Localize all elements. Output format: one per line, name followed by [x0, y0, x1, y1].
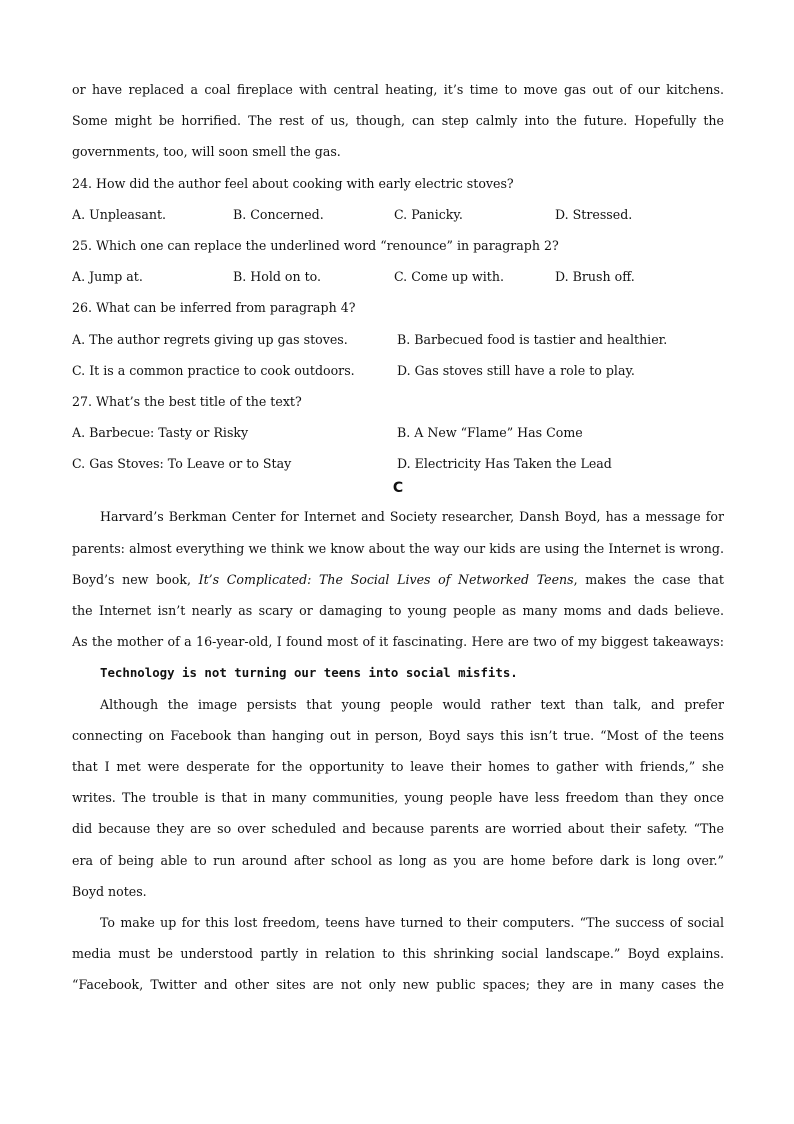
option-d: D. Electricity Has Taken the Lead	[397, 456, 612, 472]
option-d: D. Brush off.	[555, 269, 635, 285]
option-b: B. Hold on to.	[233, 269, 322, 285]
option-c: C. It is a common practice to cook outdoors.	[72, 362, 355, 378]
exam-page	[72, 74, 724, 1000]
passage-line: the Internet isn’t nearly as scary or damaging to young people as many moms and dads believe.	[72, 603, 724, 618]
option-a: A. Jump at.	[72, 269, 143, 285]
option-c: C. Panicky.	[394, 206, 463, 222]
passage-line: did because they are so over scheduled and because parents are worried about their safety. “The	[72, 821, 724, 837]
option-row	[72, 324, 724, 355]
option-d: D. Gas stoves still have a role to play.	[397, 362, 635, 378]
passage-line: As the mother of a 16-year-old, I found most of it fascinating. Here are two of my biggest takeaways:	[72, 634, 724, 650]
passage-line: parents: almost everything we think we know about the way our kids are using the Internet is wrong.	[72, 540, 724, 556]
text-segment: Boyd’s new book,	[72, 571, 199, 587]
text-segment: , makes the case that	[573, 571, 724, 587]
question-25	[72, 230, 724, 292]
option-b: B. Barbecued food is tastier and healthier.	[397, 331, 668, 347]
question-stem: 27. What’s the best title of the text?	[72, 393, 302, 409]
passage-line: connecting on Facebook than hanging out in person, Boyd says this isn’t true. “Most of the teens	[72, 727, 724, 743]
question-24	[72, 168, 724, 230]
passage-line: To make up for this lost freedom, teens have turned to their computers. “The success of social	[100, 914, 724, 930]
book-title: It’s Complicated: The Social Lives of Networked Teens	[198, 571, 574, 587]
option-c: C. Come up with.	[394, 269, 504, 285]
option-a: A. Barbecue: Tasty or Risky	[72, 425, 249, 441]
section-c-paragraph-3	[72, 907, 724, 1001]
question-26	[72, 292, 724, 386]
subheading: Technology is not turning our teens into social misfits.	[100, 665, 518, 681]
option-a: A. Unpleasant.	[72, 206, 167, 222]
option-row	[72, 417, 724, 448]
passage-line: or have replaced a coal fireplace with central heating, it’s time to move gas out of our kitchens.	[72, 82, 724, 97]
passage-line: writes. The trouble is that in many communities, young people have less freedom than they once	[72, 790, 724, 806]
section-c-paragraph-1	[72, 501, 724, 657]
option-a: A. The author regrets giving up gas stoves.	[72, 331, 348, 347]
option-row	[72, 199, 724, 230]
section-c-paragraph-2	[72, 689, 724, 907]
passage-line: Although the image persists that young people would rather text than talk, and prefer	[100, 696, 724, 712]
option-d: D. Stressed.	[555, 206, 633, 222]
option-c: C. Gas Stoves: To Leave or to Stay	[72, 456, 292, 472]
section-title: C	[392, 480, 404, 497]
question-stem: 26. What can be inferred from paragraph 4?	[72, 300, 356, 316]
option-row	[72, 261, 724, 292]
passage-line: era of being able to run around after school as long as you are home before dark is long over.”	[72, 852, 724, 868]
passage-line: that I met were desperate for the opportunity to leave their homes to gather with friends,” she	[72, 758, 724, 774]
passage-line: media must be understood partly in relation to this shrinking social landscape.” Boyd explains.	[72, 946, 724, 962]
passage-line	[72, 564, 724, 595]
passage-line: “Facebook, Twitter and other sites are not only new public spaces; they are in many cases the	[72, 977, 724, 993]
passage-b-ending	[72, 74, 724, 168]
question-stem: 24. How did the author feel about cooking with early electric stoves?	[72, 175, 514, 191]
question-27	[72, 386, 724, 480]
option-b: B. A New “Flame” Has Come	[397, 425, 583, 441]
passage-line: governments, too, will soon smell the gas.	[72, 144, 341, 160]
option-b: B. Concerned.	[233, 206, 324, 222]
passage-line: Harvard’s Berkman Center for Internet and Society researcher, Dansh Boyd, has a message for	[100, 509, 724, 525]
passage-line: Some might be horrified. The rest of us, though, can step calmly into the future. Hopefully the	[72, 113, 724, 129]
option-row	[72, 355, 724, 386]
passage-line: Boyd notes.	[72, 883, 147, 899]
question-stem: 25. Which one can replace the underlined word “renounce” in paragraph 2?	[72, 237, 559, 253]
